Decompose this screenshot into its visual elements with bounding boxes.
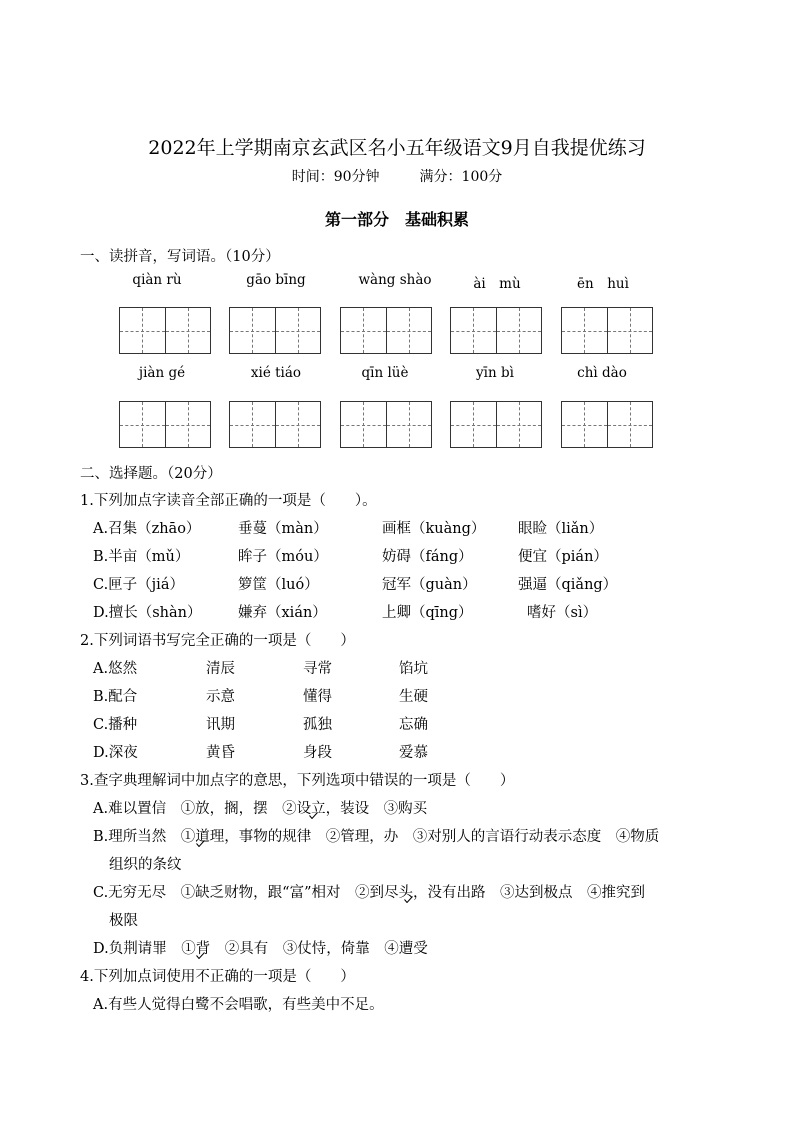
q1-option-text: 嗜好（sì）: [527, 605, 598, 621]
writing-grid[interactable]: [229, 401, 321, 448]
q2-option-c: C.播种: [93, 717, 138, 733]
q1-option-text: 眼睑（liǎn）: [518, 521, 604, 537]
exam-meta: [0, 166, 794, 186]
q2-word: 示意: [206, 689, 235, 705]
q3-option-c-cont: 极限: [109, 913, 138, 929]
pinyin: qīn lüè: [361, 365, 409, 381]
writing-grid[interactable]: [561, 401, 653, 448]
q2-word: 生硬: [399, 689, 428, 705]
q2-word: 讯期: [206, 717, 235, 733]
checkmark-icon: [196, 952, 205, 959]
q2-word: 孤独: [303, 717, 332, 733]
pinyin: jiàn gé: [138, 365, 186, 381]
q1-option-text: 画框（kuàng）: [382, 521, 486, 537]
pinyin: qiàn rù: [132, 272, 182, 288]
exam-time: 时间：90分钟: [291, 169, 380, 185]
q2-word: 身段: [303, 745, 332, 761]
writing-grid[interactable]: [340, 401, 432, 448]
q2-word: 清辰: [206, 661, 235, 677]
q4-option-a: A.有些人觉得白鹭不会唱歌，有些美中不足。: [93, 997, 384, 1013]
pinyin: yīn bì: [476, 365, 514, 381]
q1-option-text: 垂蔓（màn）: [238, 521, 328, 537]
question-2-stem: 2.下列词语书写完全正确的一项是（ ）: [80, 633, 355, 649]
writing-grid[interactable]: [229, 307, 321, 354]
writing-grid[interactable]: [561, 307, 653, 354]
part-heading: 第一部分 基础积累: [324, 210, 469, 229]
q1-option-text: 上卿（qīng）: [382, 605, 473, 621]
writing-grid[interactable]: [450, 307, 542, 354]
page-title: 2022年上学期南京玄武区名小五年级语文9月自我提优练习: [148, 137, 646, 159]
pinyin: xié tiáo: [250, 365, 302, 381]
q2-word: 爱慕: [399, 745, 428, 761]
q1-option-text: 眸子（móu）: [238, 549, 328, 565]
q3-option-b: B.理所当然 ①道理，事物的规律 ②管理，办 ③对别人的言语行动表示态度 ④物质: [93, 829, 660, 845]
writing-grid[interactable]: [450, 401, 542, 448]
question-4-stem: 4.下列加点词使用不正确的一项是（ ）: [80, 969, 355, 985]
q1-option-text: 便宜（pián）: [518, 549, 608, 565]
q2-option-b: B.配合: [93, 689, 138, 705]
q1-option-text: 强逼（qiǎng）: [518, 577, 618, 593]
checkmark-icon: [196, 840, 205, 847]
writing-grid[interactable]: [119, 401, 211, 448]
pinyin: chì dào: [577, 365, 627, 381]
q2-word: 懂得: [303, 689, 332, 705]
section-1-heading: 一、读拼音，写词语。（10分）: [80, 249, 280, 265]
q1-option-text: 冠军（guàn）: [382, 577, 477, 593]
q1-option-c: C.匣子（jiá）: [93, 577, 184, 593]
q1-option-text: 嫌弃（xián）: [238, 605, 327, 621]
pinyin: gāo bīng: [246, 272, 306, 288]
q3-option-d: D.负荆请罪 ①背 ②具有 ③仗恃，倚靠 ④遭受: [93, 941, 428, 957]
q1-option-text: 箩筐（luó）: [238, 577, 319, 593]
writing-grid[interactable]: [119, 307, 211, 354]
question-1-stem: 1.下列加点字读音全部正确的一项是（ ）。: [80, 493, 377, 509]
checkmark-icon: [404, 896, 413, 903]
q1-option-b: B.半亩（mǔ）: [93, 549, 190, 565]
pinyin: wàng shào: [358, 272, 432, 288]
q3-option-b-cont: 组织的条纹: [109, 857, 182, 873]
exam-score: 满分：100分: [419, 169, 503, 185]
q1-option-d: D.擅长（shàn）: [93, 605, 202, 621]
q2-option-a: A.悠然: [93, 661, 138, 677]
q3-option-a: A.难以置信 ①放，搁，摆 ②设立，装设 ③购买: [93, 801, 428, 817]
q2-option-d: D.深夜: [93, 745, 138, 761]
writing-grid[interactable]: [340, 307, 432, 354]
question-3-stem: 3.查字典理解词中加点字的意思，下列选项中错误的一项是（ ）: [80, 773, 515, 789]
section-2-heading: 二、选择题。（20分）: [80, 466, 222, 482]
q2-word: 忘确: [399, 717, 428, 733]
q2-word: 馅坑: [399, 661, 428, 677]
q2-word: 黄昏: [206, 745, 235, 761]
q1-option-a: A.召集（zhāo）: [93, 521, 201, 537]
pinyin: ēn huì: [577, 276, 629, 292]
q3-option-c: C.无穷无尽 ①缺乏财物，跟“富”相对 ②到尽头，没有出路 ③达到极点 ④推究到: [93, 885, 646, 901]
pinyin: ài mù: [473, 276, 521, 292]
q2-word: 寻常: [303, 661, 332, 677]
q1-option-text: 妨碍（fáng）: [382, 549, 473, 565]
checkmark-icon: [309, 812, 318, 819]
